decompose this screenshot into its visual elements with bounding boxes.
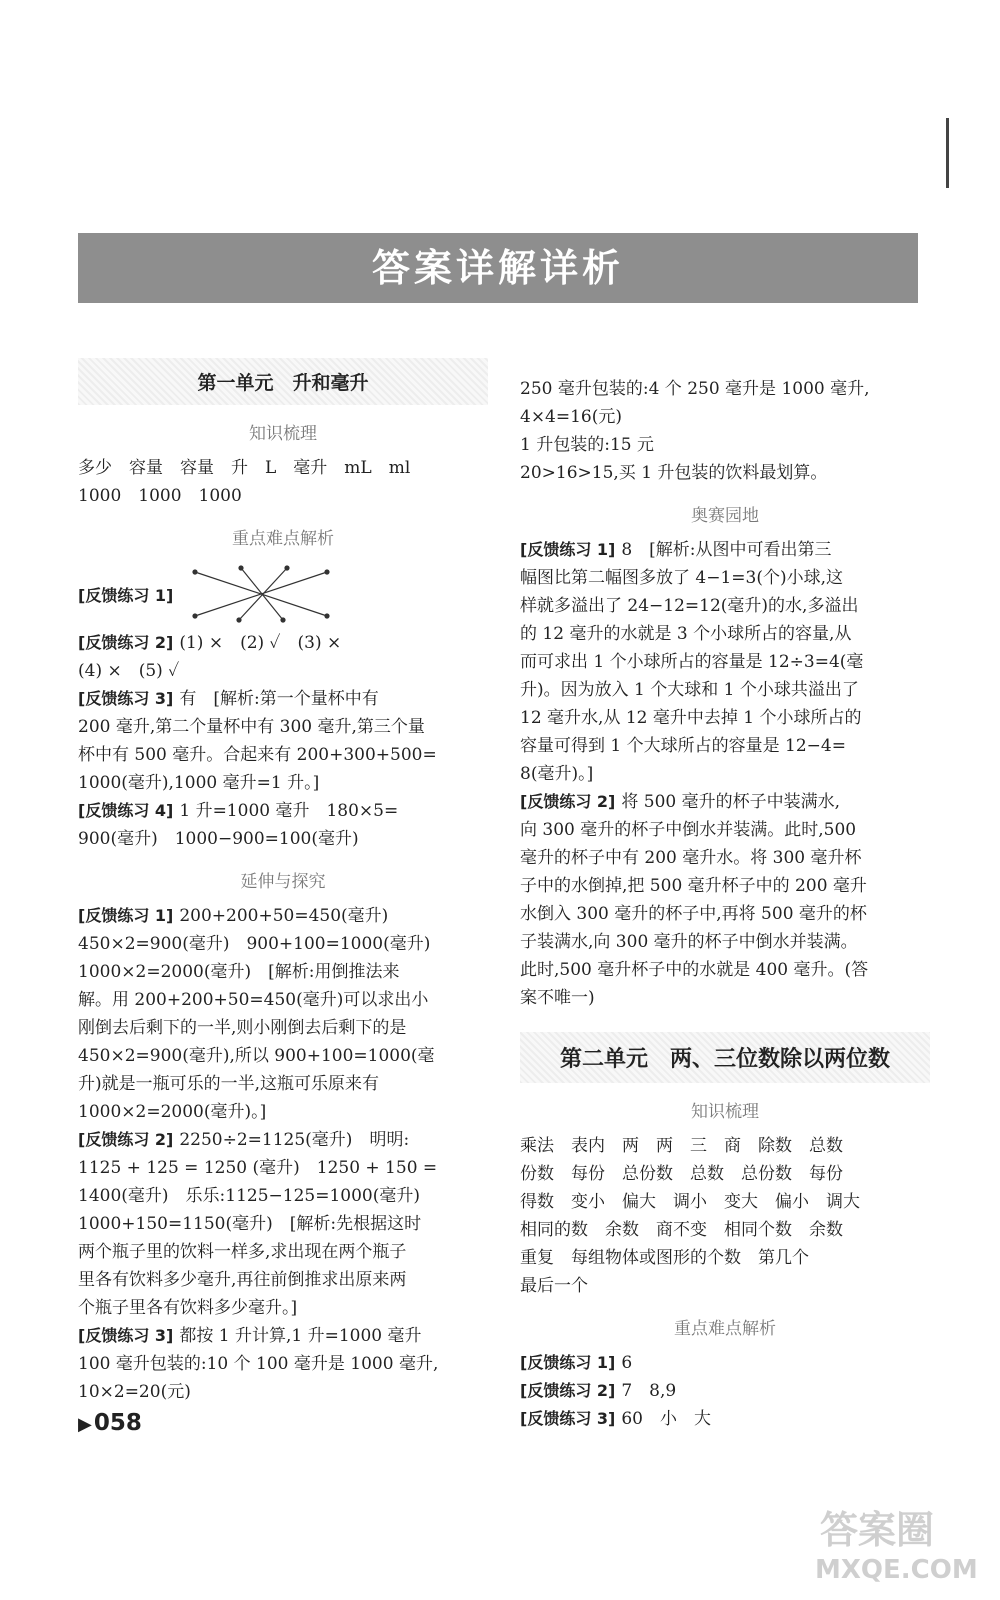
answer-line: 容量可得到 1 个大球所占的容量是 12−4= [520,736,846,756]
answer-line: 12 毫升水,从 12 毫升中去掉 1 个小球所占的 [520,708,862,728]
answer-line: 子中的水倒掉,把 500 毫升杯子中的 200 毫升 [520,876,867,896]
exercise-label: [反馈练习 2] [520,1381,616,1400]
watermark-url: MXQE.COM [815,1555,978,1585]
answer-line: 250 毫升包装的:4 个 250 毫升是 1000 毫升, [520,379,870,399]
answer-line: (4) × (5) ✓ [78,661,180,681]
exercise-1-row [78,559,488,629]
answer-line: 的 12 毫升的水就是 3 个小球所占的容量,从 [520,624,852,644]
unit1-title: 第一单元 升和毫升 [78,358,488,405]
answer-text: 有 [解析:第一个量杯中有 [179,689,379,709]
unit2-title: 第二单元 两、三位数除以两位数 [520,1032,930,1083]
exercise-3 [78,685,488,713]
exercise-label: [反馈练习 2] [78,633,174,652]
olympiad-exercise-2 [520,788,930,816]
answer-line: 毫升的杯子中有 200 毫升水。将 300 毫升杯 [520,848,862,868]
answer-line: 200 毫升,第二个量杯中有 300 毫升,第三个量 [78,717,425,737]
exercise-label: [反馈练习 1] [520,540,616,559]
answer-banner: 答案详解详析 [78,233,918,303]
exercise-label: [反馈练习 1] [78,906,174,925]
answer-line: 升)就是一瓶可乐的一半,这瓶可乐原来有 [78,1074,380,1094]
answer-line: 杯中有 500 毫升。合起来有 200+300+500= [78,745,437,765]
answer-line: 子装满水,向 300 毫升的杯子中倒水并装满。 [520,932,858,952]
knowledge-line: 最后一个 [520,1276,588,1296]
answer-text: (1) × (2) ✓ (3) × [179,633,342,653]
ext-exercise-1 [78,902,488,930]
answer-line: 1 升包装的:15 元 [520,435,654,455]
knowledge-heading: 知识梳理 [691,1102,759,1122]
exercise-4 [78,797,488,825]
exercise-label: [反馈练习 1] [78,585,174,605]
answer-line: 刚倒去后剩下的一半,则小刚倒去后剩下的是 [78,1018,407,1038]
answer-line: 两个瓶子里的饮料一样多,求出现在两个瓶子 [78,1242,407,1262]
answer-line: 幅图比第二幅图多放了 4−1=3(个)小球,这 [520,568,844,588]
page-edge-mark [946,118,949,188]
knowledge-line: 份数 每份 总份数 总数 总份数 每份 [520,1164,843,1184]
ext-exercise-3 [78,1322,488,1350]
answer-text: 1 升=1000 毫升 180×5= [179,801,399,821]
olympiad-exercise-1 [520,536,930,564]
answer-line: 10×2=20(元) [78,1382,191,1402]
answer-line: 1000×2=2000(毫升) [解析:用倒推法来 [78,962,400,982]
exercise-2 [78,629,488,657]
key-points-heading: 重点难点解析 [232,529,334,549]
answer-line: 450×2=900(毫升),所以 900+100=1000(毫 [78,1046,435,1066]
answer-text: 60 小 大 [621,1409,711,1429]
key-points-heading: 重点难点解析 [674,1319,776,1339]
answer-line: 个瓶子里各有饮料多少毫升。] [78,1298,298,1318]
answer-text: 7 8,9 [621,1381,677,1401]
ext-exercise-2 [78,1126,488,1154]
exercise-label: [反馈练习 4] [78,801,174,820]
answer-line: 1400(毫升) 乐乐:1125−125=1000(毫升) [78,1186,420,1206]
answer-line: 里各有饮料多少毫升,再往前倒推求出原来两 [78,1270,407,1290]
answer-line: 此时,500 毫升杯子中的水就是 400 毫升。(答 [520,960,869,980]
knowledge-line: 得数 变小 偏大 调小 变大 偏小 调大 [520,1192,860,1212]
knowledge-line: 1000 1000 1000 [78,486,242,506]
exercise-label: [反馈练习 3] [78,689,174,708]
matching-lines-diagram [191,564,331,624]
key-exercise-1 [520,1349,930,1377]
exercise-label: [反馈练习 3] [520,1409,616,1428]
answer-line: 4×4=16(元) [520,407,623,427]
answer-line: 解。用 200+200+50=450(毫升)可以求出小 [78,990,429,1010]
key-exercise-3 [520,1405,930,1433]
knowledge-line: 乘法 表内 两 两 三 商 除数 总数 [520,1136,843,1156]
answer-line: 水倒入 300 毫升的杯子中,再将 500 毫升的杯 [520,904,867,924]
watermark-logo: 答案圈 [820,1508,935,1552]
olympiad-heading: 奥赛园地 [691,506,759,526]
page-number [78,1410,142,1436]
knowledge-line: 多少 容量 容量 升 L 毫升 mL ml [78,458,411,478]
answer-text: 都按 1 升计算,1 升=1000 毫升 [179,1326,422,1346]
page-number-text: 058 [93,1410,142,1436]
knowledge-line: 相同的数 余数 商不变 相同个数 余数 [520,1220,843,1240]
answer-line: 8(毫升)。] [520,764,594,784]
answer-line: 900(毫升) 1000−900=100(毫升) [78,829,359,849]
answer-line: 20>16>15,买 1 升包装的饮料最划算。 [520,463,828,483]
answer-line: 1000×2=2000(毫升)。] [78,1102,267,1122]
answer-line: 升)。因为放入 1 个大球和 1 个小球共溢出了 [520,680,859,700]
answer-text: 200+200+50=450(毫升) [179,906,389,926]
answer-line: 1000(毫升),1000 毫升=1 升。] [78,773,320,793]
answer-line: 100 毫升包装的:10 个 100 毫升是 1000 毫升, [78,1354,439,1374]
arrow-icon: ▶ [78,1414,92,1435]
exercise-label: [反馈练习 2] [78,1130,174,1149]
answer-line: 450×2=900(毫升) 900+100=1000(毫升) [78,934,431,954]
answer-line: 案不唯一) [520,988,595,1008]
exercise-label: [反馈练习 1] [520,1353,616,1372]
left-column [78,350,488,1406]
key-exercise-2 [520,1377,930,1405]
answer-text: 将 500 毫升的杯子中装满水, [621,792,841,812]
knowledge-line: 重复 每组物体或图形的个数 第几个 [520,1248,809,1268]
answer-text: 8 [解析:从图中可看出第三 [621,540,832,560]
answer-line: 而可求出 1 个小球所占的容量是 12÷3=4(毫 [520,652,864,672]
answer-line: 向 300 毫升的杯子中倒水并装满。此时,500 [520,820,857,840]
exercise-label: [反馈练习 3] [78,1326,174,1345]
answer-line: 样就多溢出了 24−12=12(毫升)的水,多溢出 [520,596,859,616]
answer-line: 1000+150=1150(毫升) [解析:先根据这时 [78,1214,422,1234]
knowledge-heading: 知识梳理 [249,424,317,444]
answer-text: 6 [621,1353,633,1373]
exercise-label: [反馈练习 2] [520,792,616,811]
answer-line: 1125 + 125 = 1250 (毫升) 1250 + 150 = [78,1158,438,1178]
extension-heading: 延伸与探究 [240,872,326,892]
answer-text: 2250÷2=1125(毫升) 明明: [179,1130,410,1150]
right-column [520,375,930,1433]
